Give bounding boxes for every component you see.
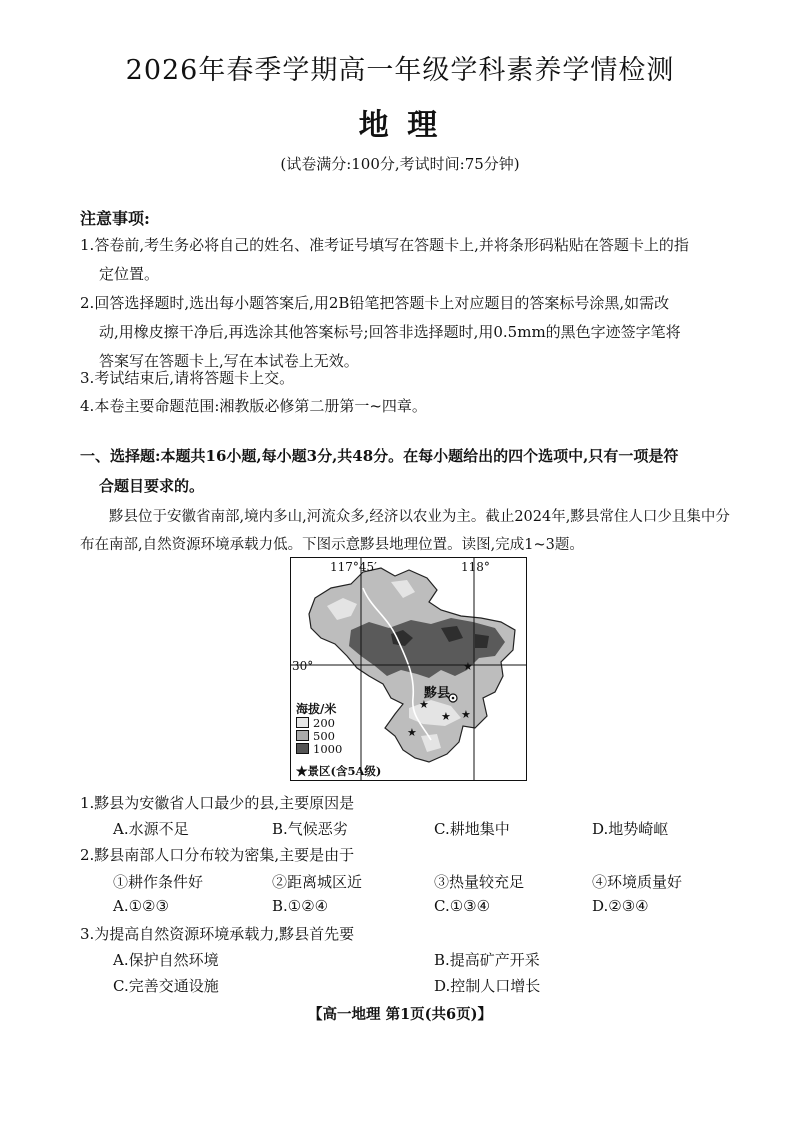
notice-item-3: 3.考试结束后,请将答题卡上交。	[80, 369, 295, 387]
question-3-option-d: D.控制人口增长	[434, 977, 541, 995]
legend-swatch	[296, 730, 309, 741]
question-3-option-b: B.提高矿产开采	[434, 951, 540, 969]
scenic-star: ★	[441, 710, 451, 723]
legend-row-1000: 1000	[296, 742, 342, 755]
scenic-star: ★	[461, 708, 471, 721]
notice-item-1: 1.答卷前,考生务必将自己的姓名、准考证号填写在答题卡上,并将条形码粘贴在答题卡上的指 定位置。	[80, 236, 689, 283]
question-3-stem: 3.为提高自然资源环境承载力,黟县首先要	[80, 925, 355, 943]
question-2-option-a: A.①②③	[113, 897, 169, 915]
latitude-label: 30°	[292, 659, 314, 673]
question-2-option-d: D.②③④	[592, 897, 649, 915]
longitude-label-2: 118°	[461, 560, 490, 574]
scenic-star: ★	[463, 660, 473, 673]
question-2-item-1: ①耕作条件好	[113, 873, 204, 891]
scenic-star: ★	[419, 698, 429, 711]
question-3-option-a: A.保护自然环境	[113, 951, 219, 969]
question-1-option-d: D.地势崎岖	[592, 820, 669, 838]
question-2-item-3: ③热量较充足	[434, 873, 525, 891]
legend-scenic: ★景区(含5A级)	[296, 764, 382, 778]
question-2-item-2: ②距离城区近	[272, 873, 363, 891]
question-1-option-c: C.耕地集中	[434, 820, 510, 838]
scenic-star: ★	[407, 726, 417, 739]
question-1-stem: 1.黟县为安徽省人口最少的县,主要原因是	[80, 794, 355, 812]
subject-title: 地 理	[358, 108, 442, 143]
county-label: 黟县	[424, 686, 451, 701]
notice-item-2: 2.回答选择题时,选出每小题答案后,用2B铅笔把答题卡上对应题目的答案标号涂黑,如需改 动,用橡皮擦干净后,再选涂其他答案标号;回答非选择题时,用0.5mm的黑色字迹签字笔将 答案写在答题卡上,写在本试卷上无效。	[80, 294, 681, 370]
material-paragraph: 黟县位于安徽省南部,境内多山,河流众多,经济以农业为主。截止2024年,黟县常住人口少且集中分布在南部,自然资源环境承载力低。下图示意黟县地理位置。读图,完成1~3题。	[80, 509, 730, 553]
legend-row-500: 500	[296, 729, 335, 742]
question-2-option-c: C.①③④	[434, 897, 491, 915]
notice-item-4: 4.本卷主要命题范围:湘教版必修第二册第一~四章。	[80, 397, 427, 415]
legend-row-200: 200	[296, 716, 335, 729]
section-heading: 一、选择题:本题共16小题,每小题3分,共48分。在每小题给出的四个选项中,只有一项是符 合题目要求的。	[80, 447, 679, 495]
question-1-option-b: B.气候恶劣	[272, 820, 348, 838]
question-2-option-b: B.①②④	[272, 897, 329, 915]
legend-swatch	[296, 717, 309, 728]
legend-title: 海拔/米	[296, 702, 337, 716]
question-1-option-a: A.水源不足	[113, 820, 189, 838]
exam-title: 2026年春季学期高一年级学科素养学情检测	[125, 55, 675, 86]
question-3-option-c: C.完善交通设施	[113, 977, 219, 995]
notice-heading: 注意事项:	[80, 209, 150, 228]
longitude-label-1: 117°45′	[330, 560, 377, 574]
legend-swatch	[296, 743, 309, 754]
question-2-stem: 2.黟县南部人口分布较为密集,主要是由于	[80, 846, 355, 864]
exam-info: (试卷满分:100分,考试时间:75分钟)	[280, 155, 520, 173]
page-footer: 【高一地理 第1页(共6页)】	[308, 1006, 492, 1023]
question-2-item-4: ④环境质量好	[592, 873, 683, 891]
